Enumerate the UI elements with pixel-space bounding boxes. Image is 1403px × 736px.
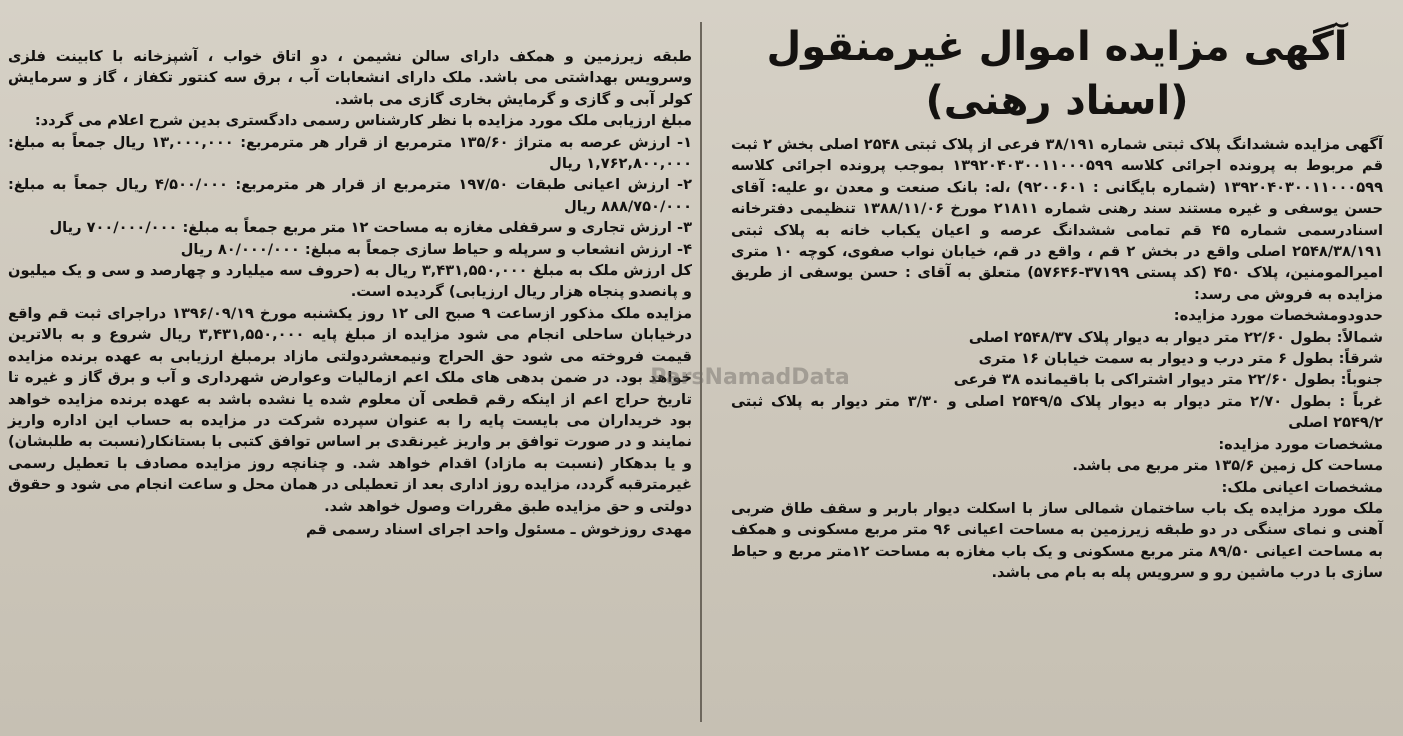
specs-heading: مشخصات مورد مزایده: [1218, 435, 1383, 453]
valuation-item-1: ۱- ارزش عرصه به متراژ ۱۳۵/۶۰ مترمربع از قرار هر مترمربع: ۱۳,۰۰۰,۰۰۰ ریال جمعاً به مبلغ: ۱,۷۶۲,۸۰۰,۰۰۰ ریال [8, 133, 693, 173]
valuation-item-4: ۴- ارزش انشعاب و سرپله و حیاط سازی جمعاً به مبلغ: ۸۰/۰۰۰/۰۰۰ ریال [180, 240, 692, 258]
building-description: ملک مورد مزایده یک باب ساختمان شمالی ساز با اسکلت دیوار باربر و سقف طاق ضربی آهنی و نمای سنگی در دو طبقه زیرزمین به مساحت اعیانی ۹۶ متر مربع مسکونی و همکف به مساحت اعیانی ۸۹/۵۰ متر مربع مسکونی و یک باب مغازه به مساحت ۱۲متر مربع و حیاط سازی با درب ماشین رو و سرویس پله به بام می باشد. [731, 499, 1384, 582]
valuation-total: کل ارزش ملک به مبلغ ۳,۴۳۱,۵۵۰,۰۰۰ ریال به (حروف سه میلیارد و چهارصد و سی و یک میلیون و پانصدو پنجاه هزار ریال ارزیابی) گردیده است. [8, 262, 693, 301]
bound-south: جنوباً: بطول ۲۲/۶۰ متر دیوار اشتراکی با باقیمانده ۳۸ فرعی [953, 371, 1383, 389]
auction-intro: آگهی مزایده ششدانگ پلاک ثبتی شماره ۳۸/۱۹۱ فرعی از پلاک ثبتی ۲۵۴۸ اصلی بخش ۲ ثبت قم مربوط به پرونده اجرائی کلاسه ۱۳۹۲۰۴۰۳۰۰۱۱۰۰۰۵۹۹ بموجب پرونده اجرائی کلاسه ۱۳۹۲۰۴۰۳۰۰۱۱۰۰۰۵۹۹ (شماره بایگانی : ۹۲۰۰۶۰۱) ،له: بانک صنعت و معدن ،و علیه: آقای حسن یوسفی و غیره مستند سند رهنی شماره ۲۱۸۱۱ مورخ ۱۳۸۸/۱۱/۰۶ تنظیمی دفترخانه اسنادرسمی شماره ۴۵ قم تمامی ششدانگ عرصه و اعیان یکباب خانه به پلاک ثبتی ۲۵۴۸/۳۸/۱۹۱ اصلی واقع در بخش ۲ قم ، واقع در قم، خیابان نواب صفوی، کوچه ۱۰ متری امیرالمومنین، پلاک ۴۵۰ (کد پستی ۳۷۱۹۹-۵۷۶۴۶) متعلق به آقای : حسن یوسفی از طریق مزایده به فروش می رسد: [731, 136, 1383, 303]
land-area: مساحت کل زمین ۱۳۵/۶ متر مربع می باشد. [1072, 457, 1383, 475]
auction-title: آگهی مزایده اموال غیرمنقول (اسناد رهنی) [766, 24, 1348, 124]
floors-description: طبقه زیرزمین و همکف دارای سالن نشیمن ، دو اتاق خواب ، آشپزخانه با کابینت فلزی وسرویس بهداشتی می باشد. ملک دارای انشعابات آب ، برق سه کنتور تکفاز ، گاز و سرمایش کولر آبی و گازی و گرمایش بخاری گازی می باشد. [8, 48, 692, 108]
column-divider [700, 22, 702, 722]
bounds-heading: حدودومشخصات مورد مزایده: [1173, 307, 1383, 325]
building-heading: مشخصات اعیانی ملک: [1221, 478, 1383, 496]
valuation-item-2: ۲- ارزش اعیانی طبقات ۱۹۷/۵۰ مترمربع از قرار هر مترمربع: ۴/۵۰۰/۰۰۰ ریال جمعاً به مبلغ: ۸۸۸/۷۵۰/۰۰۰ ریال [8, 176, 693, 215]
signature: مهدی روزخوش ـ مسئول واحد اجرای اسناد رسمی قم [305, 520, 692, 538]
valuation-intro: مبلغ ارزیابی ملک مورد مزایده با نظر کارشناس رسمی دادگستری بدین شرح اعلام می گردد: [34, 112, 692, 130]
bound-west: غرباً : بطول ۲/۷۰ متر دیوار به دیوار پلاک ۲۵۴۹/۵ اصلی و ۳/۳۰ متر دیوار به پلاک ثبتی ۲۵۴۹/۲ اصلی [731, 392, 1383, 432]
watermark: ParsNamadData [650, 365, 850, 390]
valuation-item-3: ۳- ارزش تجاری و سرقفلی مغازه به مساحت ۱۲ متر مربع جمعاً به مبلغ: ۷۰۰/۰۰۰/۰۰۰ ریال [49, 219, 692, 237]
auction-terms: مزایده ملک مذکور ازساعت ۹ صبح الی ۱۲ روز یکشنبه مورخ ۱۳۹۶/۰۹/۱۹ دراجرای ثبت قم واقع درخیابان ساحلی انجام می شود مزایده از مبلغ پایه ۳,۴۳۱,۵۵۰,۰۰۰ ریال شروع و به بالاترین قیمت فروخته می شود حق الحراج ونیمعشردولتی مازاد برمبلغ ارزیابی به عهده برنده مزایده خواهد بود. در ضمن بدهی های ملک اعم ازمالیات وعوارض شهرداری و آب و برق گاز و غیره تا تاریخ حراج اعم از اینکه رقم قطعی آن معلوم شده یا نشده باشد به عهده برنده مزایده خواهد بود خریداران می بایست پایه را به عنوان سپرده شرکت در مزایده به حساب این اداره واریز نمایند و در صورت توافق بر واریز غیرنقدی بر اساس توافق کتبی با بستانکار(نسبت به طلبشان) و یا بدهکار (نسبت به مازاد) اقدام خواهد شد. و چنانچه روز مزایده مصادف با تعطیل رسمی غیرمترقبه گردد، مزایده روز اداری بعد از تعطیلی در همان محل و ساعت انجام می شود و حقوق دولتی و حق مزایده طبق مقررات وصول خواهد شد. [8, 304, 693, 515]
left-column [8, 46, 692, 540]
bound-east: شرقاً: بطول ۶ متر درب و دیوار به سمت خیابان ۱۶ متری [978, 350, 1383, 368]
bound-north: شمالاً: بطول ۲۲/۶۰ متر دیوار به دیوار پلاک ۲۵۴۸/۳۷ اصلی [968, 328, 1383, 346]
right-column [731, 20, 1383, 584]
